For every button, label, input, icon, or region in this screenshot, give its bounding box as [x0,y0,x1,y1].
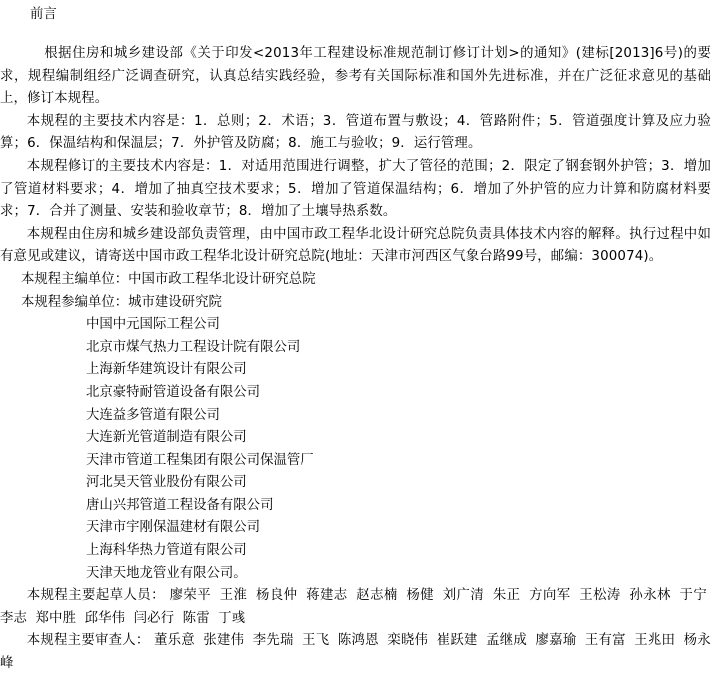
drafters-label: 本规程主要起草人员： [26,588,165,604]
drafter-name: 方向军 [529,588,571,604]
list-item: 上海新华建筑设计有限公司 [86,362,247,378]
list-item: 河北昊天管业股份有限公司 [86,475,247,491]
drafter-name: 廖荣平 [169,588,212,604]
drafter-name: 李志 [0,610,28,626]
drafter-name: 杨良仲 [256,588,298,604]
reviewer-name: 王有富 [584,633,626,649]
drafter-name: 邱华伟 [84,610,126,626]
drafter-name: 陈雷 [182,610,210,626]
reviewer-name: 杨永峰 [0,633,711,672]
list-item: 北京豪特耐管道设备有限公司 [86,384,261,400]
drafters-paragraph [0,585,711,630]
drafter-name: 王淮 [219,588,248,604]
list-item: 天津市宇刚保温建材有限公司 [86,520,261,536]
reviewer-name: 王飞 [302,633,330,649]
drafter-name: 郑中胜 [35,610,77,626]
drafter-name: 王松涛 [579,588,621,604]
list-item: 大连新光管道制造有限公司 [86,430,247,446]
reviewer-name: 孟继成 [486,633,527,649]
list-item: 天津天地龙管业有限公司。 [86,565,247,581]
paragraph-revision-content: 本规程修订的主要技术内容是：1．对适用范围进行调整，扩大了管径的范围；2．限定了钢套钢外护管；3．增加了管道材料要求；4．增加了抽真空技术要求；5．增加了管道保温结构；6．增加了外护管的应力计算和防腐材料要求；7．合并了测量、安装和验收章节；8．增加了土壤导热系数。 [0,158,711,220]
drafter-name: 赵志楠 [356,588,398,604]
paragraph-management: 本规程由住房和城乡建设部负责管理，由中国市政工程华北设计研究总院负责具体技术内容的解释。执行过程中如有意见或建议，请寄送中国市政工程华北设计研究总院(地址：天津市河西区气象台路99号，邮编：300074)。 [0,226,711,265]
reviewer-name: 栾晓伟 [387,633,429,649]
list-item: 唐山兴邦管道工程设备有限公司 [86,497,274,513]
preface-body [0,43,711,676]
list-item: 天津市管道工程集团有限公司保温管厂 [86,452,314,468]
reviewer-name: 张建伟 [203,633,245,649]
reviewer-name: 王兆田 [634,633,676,649]
list-item: 大连益多管道有限公司 [86,407,220,423]
list-item: 中国中元国际工程公司 [86,317,220,333]
reviewers-paragraph [0,630,711,675]
reviewer-name: 李先瑞 [252,633,294,649]
chief-unit-line: 本规程主编单位：中国市政工程华北设计研究总院 [21,271,316,287]
drafter-name: 刘广清 [442,588,485,604]
drafter-name: 朱正 [492,588,521,604]
list-item: 上海科华热力管道有限公司 [86,543,247,559]
drafter-name: 丁彧 [218,610,246,626]
drafter-name: 蒋建志 [306,588,348,604]
reviewer-name: 崔跃建 [436,633,478,649]
participating-units-line: 本规程参编单位：城市建设研究院 [21,294,222,310]
drafter-name: 杨健 [406,588,435,604]
reviewer-name: 廖嘉瑜 [535,633,577,649]
list-item: 北京市煤气热力工程设计院有限公司 [86,339,301,355]
participating-units-list [0,314,711,585]
paragraph-main-content: 本规程的主要技术内容是：1．总则；2．术语；3．管道布置与敷设；4．管路附件；5．管道强度计算及应力验算；6．保温结构和保温层；7．外护管及防腐；8．施工与验收；9．运行管理。 [0,113,711,152]
drafter-name: 孙永林 [629,588,671,604]
reviewer-name: 陈鸿恩 [337,633,379,649]
reviewer-name: 董乐意 [153,633,195,649]
paragraph-basis: 根据住房和城乡建设部《关于印发<2013年工程建设标准规范制订修订计划>的通知》(建标[2013]6号)的要求，规程编制组经广泛调查研究，认真总结实践经验，参考有关国际标准和国外先进标准，并在广泛征求意见的基础上，修订本规程。 [0,46,711,107]
reviewers-label: 本规程主要审查人： [26,633,150,649]
drafter-name: 闫必行 [133,610,175,626]
preface-title: 前言 [30,7,57,22]
drafter-name: 于宁 [679,588,707,604]
